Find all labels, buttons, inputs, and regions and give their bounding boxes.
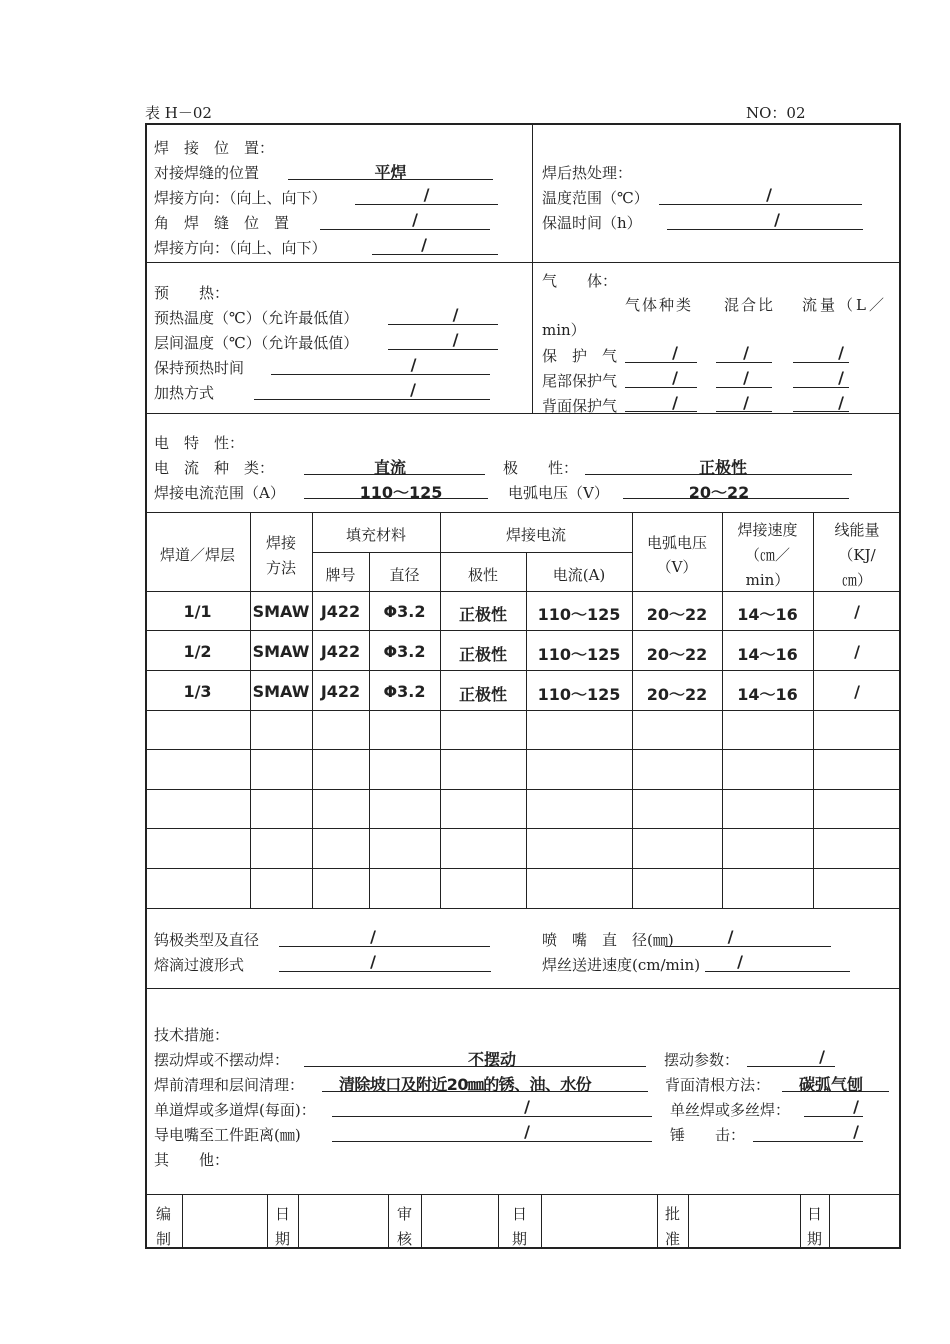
- header-brand: 牌号: [325, 566, 356, 584]
- date-label-2: 期: [511, 1230, 527, 1248]
- arc-voltage-value[interactable]: 20～22: [688, 483, 750, 502]
- table-cell-process[interactable]: SMAW: [252, 682, 310, 701]
- interpass-label: 层间温度（℃）（允许最低值）: [154, 334, 359, 352]
- trailing-gas-flow[interactable]: /: [838, 368, 844, 387]
- gas-type-header: 气体种类: [625, 296, 694, 314]
- table-cell-heat[interactable]: /: [854, 642, 860, 661]
- field-underline: [320, 229, 490, 230]
- backing-gas-label: 背面保护气: [542, 397, 618, 415]
- header-speed-1: 焊接速度: [737, 521, 798, 539]
- header-process-1: 焊接: [265, 534, 296, 552]
- header-diameter: 直径: [389, 566, 420, 584]
- header-speed-3: min）: [745, 571, 790, 589]
- table-cell-polarity[interactable]: 正极性: [458, 645, 507, 664]
- table-cell-polarity[interactable]: 正极性: [458, 685, 507, 704]
- pwht-temp-label: 温度范围（℃）: [542, 189, 649, 207]
- reviewed-label-2: 核: [396, 1230, 412, 1248]
- weave-label: 摆动焊或不摆动焊：: [154, 1051, 290, 1069]
- table-cell-diameter[interactable]: Φ3.2: [383, 642, 426, 661]
- electrical-title: 电 特 性：: [154, 434, 245, 452]
- divider: [145, 789, 901, 790]
- field-underline: [355, 204, 498, 205]
- pwht-time-label: 保温时间（h）: [542, 214, 642, 232]
- fillet-position-label: 角 焊 缝 位 置: [154, 214, 290, 232]
- preheat-temp-label: 预热温度（℃）（允许最低值）: [154, 309, 359, 327]
- current-range-value[interactable]: 110～125: [359, 483, 443, 502]
- fillet-direction-value[interactable]: /: [421, 235, 427, 254]
- field-underline: [271, 374, 490, 375]
- current-type-label: 电 流 种 类：: [154, 459, 275, 477]
- field-underline: [279, 971, 491, 972]
- date-label-2: 期: [806, 1230, 822, 1248]
- header-heat-2: （KJ/: [838, 546, 876, 564]
- joint-title: 焊 接 位 置：: [154, 139, 275, 157]
- pwht-temp-value[interactable]: /: [766, 185, 772, 204]
- field-underline: [332, 1141, 652, 1142]
- heating-method-label: 加热方式: [154, 384, 215, 402]
- multipass-value[interactable]: /: [524, 1097, 530, 1116]
- table-cell-amps[interactable]: 110～125: [537, 685, 621, 704]
- prepared-label-1: 编: [155, 1205, 171, 1223]
- electrode-label: 钨极类型及直径: [154, 931, 260, 949]
- shielding-gas-mix[interactable]: /: [743, 343, 749, 362]
- multiwire-value[interactable]: /: [853, 1097, 859, 1116]
- nozzle-label: 喷 嘴 直 径(㎜): [542, 931, 674, 949]
- field-underline: [254, 399, 490, 400]
- fillet-direction-label: 焊接方向：（向上、向下）: [154, 239, 327, 257]
- backing-gas-mix[interactable]: /: [743, 393, 749, 412]
- polarity-label: 极 性：: [503, 459, 579, 477]
- table-cell-pass[interactable]: 1/1: [183, 602, 212, 621]
- heating-method-value[interactable]: /: [410, 380, 416, 399]
- field-underline: [388, 349, 498, 350]
- pwht-time-value[interactable]: /: [774, 210, 780, 229]
- divider: [145, 262, 901, 263]
- header-speed-2: （㎝／: [744, 546, 790, 564]
- table-cell-brand[interactable]: J422: [320, 682, 361, 701]
- divider: [145, 413, 901, 414]
- shielding-gas-flow[interactable]: /: [838, 343, 844, 362]
- divider: [145, 670, 901, 671]
- field-underline: [716, 362, 772, 363]
- wire-feed-value[interactable]: /: [737, 952, 743, 971]
- field-underline: [625, 387, 697, 388]
- divider: [145, 591, 901, 592]
- weave-param-label: 摆动参数：: [664, 1051, 740, 1069]
- table-cell-brand[interactable]: J422: [320, 642, 361, 661]
- reviewed-label-1: 审: [396, 1205, 412, 1223]
- table-cell-diameter[interactable]: Φ3.2: [383, 682, 426, 701]
- divider: [182, 1194, 183, 1249]
- other-label: 其 他：: [154, 1151, 230, 1169]
- gas-title: 气 体：: [542, 272, 618, 290]
- table-cell-heat[interactable]: /: [854, 602, 860, 621]
- header-pass: 焊道／焊层: [159, 546, 235, 564]
- table-cell-polarity[interactable]: 正极性: [458, 605, 507, 624]
- field-underline: [747, 1066, 835, 1067]
- header-voltage-2: （V）: [656, 558, 698, 576]
- polarity-value[interactable]: 正极性: [698, 458, 747, 477]
- field-underline: [667, 229, 863, 230]
- header-amps: 电流(A): [552, 566, 606, 584]
- hold-time-label: 保持预热时间: [154, 359, 245, 377]
- preheat-temp-value[interactable]: /: [452, 305, 459, 324]
- date-label-1: 日: [274, 1205, 290, 1223]
- header-process-2: 方法: [265, 559, 296, 577]
- divider: [145, 1194, 901, 1195]
- gas-mix-header: 混合比: [724, 296, 776, 314]
- current-range-label: 焊接电流范围（A）: [154, 484, 285, 502]
- cleaning-value[interactable]: 清除坡口及附近20㎜的锈、油、水份: [339, 1075, 592, 1094]
- nozzle-value[interactable]: /: [727, 927, 734, 946]
- trailing-gas-label: 尾部保护气: [542, 372, 618, 390]
- pwht-title: 焊后热处理：: [542, 164, 633, 182]
- field-underline: [372, 254, 498, 255]
- cleaning-label: 焊前清理和层间清理：: [154, 1076, 305, 1094]
- gas-flow-unit: min）: [542, 321, 586, 339]
- electrode-value[interactable]: /: [370, 927, 376, 946]
- transfer-label: 熔滴过渡形式: [154, 956, 245, 974]
- divider: [145, 512, 901, 513]
- header-polarity: 极性: [467, 566, 498, 584]
- table-cell-voltage[interactable]: 20～22: [646, 645, 708, 664]
- preheat-title: 预 热：: [154, 284, 230, 302]
- backing-gas-flow[interactable]: /: [838, 393, 844, 412]
- table-cell-amps[interactable]: 110～125: [537, 645, 621, 664]
- field-underline: [705, 971, 850, 972]
- trailing-gas-type[interactable]: /: [672, 368, 678, 387]
- table-cell-voltage[interactable]: 20～22: [646, 685, 708, 704]
- fillet-position-value[interactable]: /: [412, 210, 418, 229]
- field-underline: [659, 204, 862, 205]
- divider: [145, 908, 901, 909]
- hold-time-value[interactable]: /: [410, 355, 417, 374]
- peening-value[interactable]: /: [853, 1122, 859, 1141]
- table-cell-speed[interactable]: 14～16: [737, 645, 798, 664]
- ctwd-value[interactable]: /: [524, 1122, 530, 1141]
- header-current: 焊接电流: [505, 526, 566, 544]
- table-cell-voltage[interactable]: 20～22: [646, 605, 708, 624]
- wire-feed-label: 焊丝送进速度(cm/min): [542, 956, 701, 974]
- backgouge-label: 背面清根方法：: [665, 1076, 771, 1094]
- butt-position-value[interactable]: 平焊: [374, 163, 407, 182]
- peening-label: 锤 击：: [670, 1126, 746, 1144]
- prepared-label-2: 制: [155, 1230, 171, 1248]
- butt-direction-value[interactable]: /: [423, 185, 430, 204]
- table-cell-process[interactable]: SMAW: [252, 642, 310, 661]
- divider: [145, 710, 901, 711]
- arc-voltage-label: 电弧电压（V）: [508, 484, 609, 502]
- transfer-value[interactable]: /: [370, 952, 376, 971]
- document-number: NO：02: [746, 104, 806, 122]
- table-cell-amps[interactable]: 110～125: [537, 605, 621, 624]
- date-label-1: 日: [511, 1205, 527, 1223]
- field-underline: [332, 1116, 652, 1117]
- divider: [298, 1194, 299, 1249]
- field-underline: [753, 1141, 863, 1142]
- table-cell-heat[interactable]: /: [854, 682, 860, 701]
- divider: [829, 1194, 830, 1249]
- trailing-gas-mix[interactable]: /: [743, 368, 749, 387]
- current-type-value[interactable]: 直流: [373, 458, 406, 477]
- header-voltage-1: 电弧电压: [646, 534, 707, 552]
- divider: [541, 1194, 542, 1249]
- divider: [145, 630, 901, 631]
- field-underline: [793, 362, 849, 363]
- field-underline: [793, 387, 849, 388]
- date-label-1: 日: [806, 1205, 822, 1223]
- interpass-value[interactable]: /: [452, 330, 459, 349]
- divider: [313, 552, 632, 553]
- table-cell-speed[interactable]: 14～16: [737, 605, 798, 624]
- gas-flow-header: 流量（L／: [802, 296, 887, 314]
- weave-param-value[interactable]: /: [819, 1047, 825, 1066]
- field-underline: [804, 1116, 863, 1117]
- multiwire-label: 单丝焊或多丝焊：: [670, 1101, 791, 1119]
- divider: [145, 828, 901, 829]
- header-heat-1: 线能量: [834, 521, 880, 539]
- backgouge-value[interactable]: 碳弧气刨: [799, 1075, 864, 1094]
- divider: [688, 1194, 689, 1249]
- field-underline: [388, 324, 498, 325]
- weave-value[interactable]: 不摆动: [467, 1050, 516, 1069]
- table-cell-brand[interactable]: J422: [320, 602, 361, 621]
- technique-title: 技术措施：: [154, 1026, 230, 1044]
- divider: [145, 868, 901, 869]
- shielding-gas-label: 保 护 气: [542, 347, 618, 365]
- header-filler: 填充材料: [345, 526, 406, 544]
- butt-direction-label: 焊接方向：（向上、向下）: [154, 189, 327, 207]
- ctwd-label: 导电嘴至工件距离(㎜): [154, 1126, 301, 1144]
- header-heat-3: ㎝）: [841, 571, 872, 589]
- butt-position-label: 对接焊缝的位置: [154, 164, 260, 182]
- date-label-2: 期: [274, 1230, 290, 1248]
- field-underline: [625, 362, 697, 363]
- field-underline: [279, 946, 490, 947]
- divider: [421, 1194, 422, 1249]
- field-underline: [665, 946, 831, 947]
- field-underline: [716, 387, 772, 388]
- approved-label-1: 批: [664, 1205, 680, 1223]
- divider: [145, 988, 901, 989]
- approved-label-2: 准: [664, 1230, 680, 1248]
- table-cell-pass[interactable]: 1/2: [183, 642, 212, 661]
- backing-gas-type[interactable]: /: [672, 393, 678, 412]
- table-cell-diameter[interactable]: Φ3.2: [383, 602, 426, 621]
- divider: [145, 749, 901, 750]
- table-cell-pass[interactable]: 1/3: [183, 682, 212, 701]
- table-cell-process[interactable]: SMAW: [252, 602, 310, 621]
- shielding-gas-type[interactable]: /: [672, 343, 678, 362]
- form-number: 表 H－02: [145, 104, 212, 122]
- table-cell-speed[interactable]: 14～16: [737, 685, 798, 704]
- multipass-label: 单道焊或多道焊(每面)：: [154, 1101, 316, 1119]
